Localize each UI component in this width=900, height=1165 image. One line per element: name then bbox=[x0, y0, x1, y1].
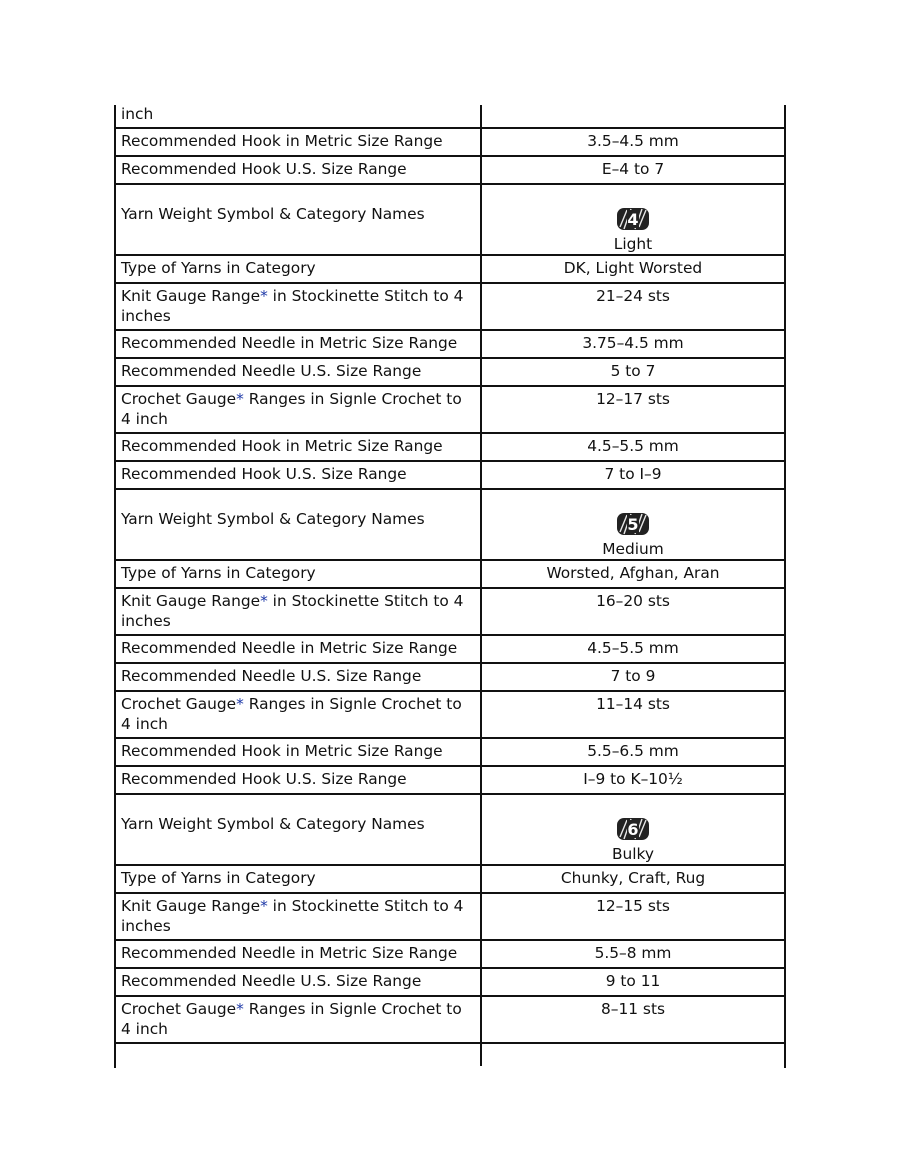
row-value: 9 to 11 bbox=[480, 969, 784, 995]
gauge-label-rest: in Stockinette Stitch to 4 inches bbox=[121, 592, 464, 630]
row-label: Recommended Needle U.S. Size Range bbox=[121, 972, 422, 990]
row-label bbox=[116, 1044, 480, 1066]
row-label: Recommended Needle in Metric Size Range bbox=[121, 334, 458, 352]
row-label: Recommended Needle U.S. Size Range bbox=[121, 362, 422, 380]
table-row bbox=[114, 157, 786, 185]
row-value: 16–20 sts bbox=[480, 589, 784, 634]
gauge-label-rest: Ranges in Signle Crochet to 4 inch bbox=[121, 695, 462, 733]
row-value: DK, Light Worsted bbox=[480, 256, 784, 282]
row-value: 7 to 9 bbox=[480, 664, 784, 690]
yarn-weight-table bbox=[114, 105, 786, 1066]
yarn-weight-symbol bbox=[482, 817, 784, 864]
row-label bbox=[116, 692, 480, 737]
yarn-weight-symbol bbox=[482, 512, 784, 559]
gauge-label: Knit Gauge Range bbox=[121, 592, 261, 610]
row-value: 5.5–6.5 mm bbox=[480, 739, 784, 765]
row-label bbox=[116, 997, 480, 1042]
footnote-asterisk: * bbox=[236, 390, 244, 408]
row-label: Type of Yarns in Category bbox=[121, 259, 316, 277]
yarn-weight-symbol bbox=[482, 207, 784, 254]
table-row bbox=[114, 941, 786, 969]
row-label bbox=[116, 589, 480, 634]
table-row-symbol bbox=[114, 185, 786, 256]
table-row bbox=[114, 739, 786, 767]
gauge-label-rest: in Stockinette Stitch to 4 inches bbox=[121, 897, 464, 935]
gauge-label-rest: Ranges in Signle Crochet to 4 inch bbox=[121, 1000, 462, 1038]
row-value: 21–24 sts bbox=[480, 284, 784, 329]
footnote-asterisk: * bbox=[236, 695, 244, 713]
table-row bbox=[114, 636, 786, 664]
table-row bbox=[114, 767, 786, 795]
row-label: Recommended Hook U.S. Size Range bbox=[121, 160, 407, 178]
table-row bbox=[114, 331, 786, 359]
row-label: Type of Yarns in Category bbox=[121, 869, 316, 887]
row-label: Recommended Hook in Metric Size Range bbox=[121, 742, 443, 760]
yarn-weight-number: 5 bbox=[627, 515, 639, 534]
yarn-weight-category-name: Light bbox=[613, 235, 653, 253]
table-row bbox=[114, 284, 786, 331]
table-row-continued bbox=[114, 105, 786, 129]
gauge-label: Knit Gauge Range bbox=[121, 287, 261, 305]
table-row bbox=[114, 256, 786, 284]
table-row bbox=[114, 969, 786, 997]
row-label bbox=[116, 387, 480, 432]
row-value bbox=[480, 105, 784, 127]
row-label: Recommended Needle in Metric Size Range bbox=[121, 639, 458, 657]
row-value bbox=[480, 1044, 784, 1066]
row-value: 5.5–8 mm bbox=[480, 941, 784, 967]
row-value: 5 to 7 bbox=[480, 359, 784, 385]
row-value: 12–15 sts bbox=[480, 894, 784, 939]
table-row bbox=[114, 561, 786, 589]
row-label: Recommended Hook U.S. Size Range bbox=[121, 770, 407, 788]
yarn-skein-icon bbox=[614, 817, 652, 841]
yarn-skein-icon bbox=[614, 512, 652, 536]
table-row bbox=[114, 387, 786, 434]
row-label: Recommended Needle in Metric Size Range bbox=[121, 944, 458, 962]
table-row-symbol bbox=[114, 490, 786, 561]
row-label bbox=[116, 284, 480, 329]
row-value: 8–11 sts bbox=[480, 997, 784, 1042]
footnote-asterisk: * bbox=[260, 897, 268, 915]
gauge-label-rest: Ranges in Signle Crochet to 4 inch bbox=[121, 390, 462, 428]
table-row-symbol bbox=[114, 795, 786, 866]
row-label: Type of Yarns in Category bbox=[121, 564, 316, 582]
row-label: Recommended Hook in Metric Size Range bbox=[121, 437, 443, 455]
row-label: Recommended Hook in Metric Size Range bbox=[121, 132, 443, 150]
row-value: 7 to I–9 bbox=[480, 462, 784, 488]
row-value: 3.75–4.5 mm bbox=[480, 331, 784, 357]
row-label: Yarn Weight Symbol & Category Names bbox=[121, 205, 425, 223]
yarn-weight-number: 4 bbox=[627, 210, 639, 229]
row-value bbox=[480, 490, 784, 559]
row-label: inch bbox=[121, 105, 154, 123]
yarn-weight-category-name: Bulky bbox=[611, 845, 655, 863]
gauge-label: Knit Gauge Range bbox=[121, 897, 261, 915]
table-row bbox=[114, 894, 786, 941]
row-value bbox=[480, 185, 784, 254]
row-value: I–9 to K–10½ bbox=[480, 767, 784, 793]
row-label: Yarn Weight Symbol & Category Names bbox=[121, 510, 425, 528]
row-value bbox=[480, 795, 784, 864]
gauge-label: Crochet Gauge bbox=[121, 695, 237, 713]
row-value: 11–14 sts bbox=[480, 692, 784, 737]
yarn-skein-icon bbox=[614, 207, 652, 231]
row-value: 4.5–5.5 mm bbox=[480, 636, 784, 662]
row-label: Recommended Needle U.S. Size Range bbox=[121, 667, 422, 685]
table-row bbox=[114, 589, 786, 636]
row-label: Yarn Weight Symbol & Category Names bbox=[121, 815, 425, 833]
gauge-label-rest: in Stockinette Stitch to 4 inches bbox=[121, 287, 464, 325]
row-value: E–4 to 7 bbox=[480, 157, 784, 183]
table-row bbox=[114, 462, 786, 490]
table-row-continues bbox=[114, 1044, 786, 1066]
row-label: Recommended Hook U.S. Size Range bbox=[121, 465, 407, 483]
table-row bbox=[114, 434, 786, 462]
table-row bbox=[114, 692, 786, 739]
row-label bbox=[116, 894, 480, 939]
row-value: 3.5–4.5 mm bbox=[480, 129, 784, 155]
footnote-asterisk: * bbox=[260, 592, 268, 610]
footnote-asterisk: * bbox=[260, 287, 268, 305]
yarn-weight-number: 6 bbox=[627, 820, 639, 839]
table-row bbox=[114, 359, 786, 387]
gauge-label: Crochet Gauge bbox=[121, 390, 237, 408]
row-value: 12–17 sts bbox=[480, 387, 784, 432]
table-row bbox=[114, 129, 786, 157]
row-value: Chunky, Craft, Rug bbox=[480, 866, 784, 892]
table-row bbox=[114, 866, 786, 894]
yarn-weight-category-name: Medium bbox=[602, 540, 664, 558]
table-row bbox=[114, 997, 786, 1044]
table-row bbox=[114, 664, 786, 692]
row-value: 4.5–5.5 mm bbox=[480, 434, 784, 460]
gauge-label: Crochet Gauge bbox=[121, 1000, 237, 1018]
footnote-asterisk: * bbox=[236, 1000, 244, 1018]
row-value: Worsted, Afghan, Aran bbox=[480, 561, 784, 587]
